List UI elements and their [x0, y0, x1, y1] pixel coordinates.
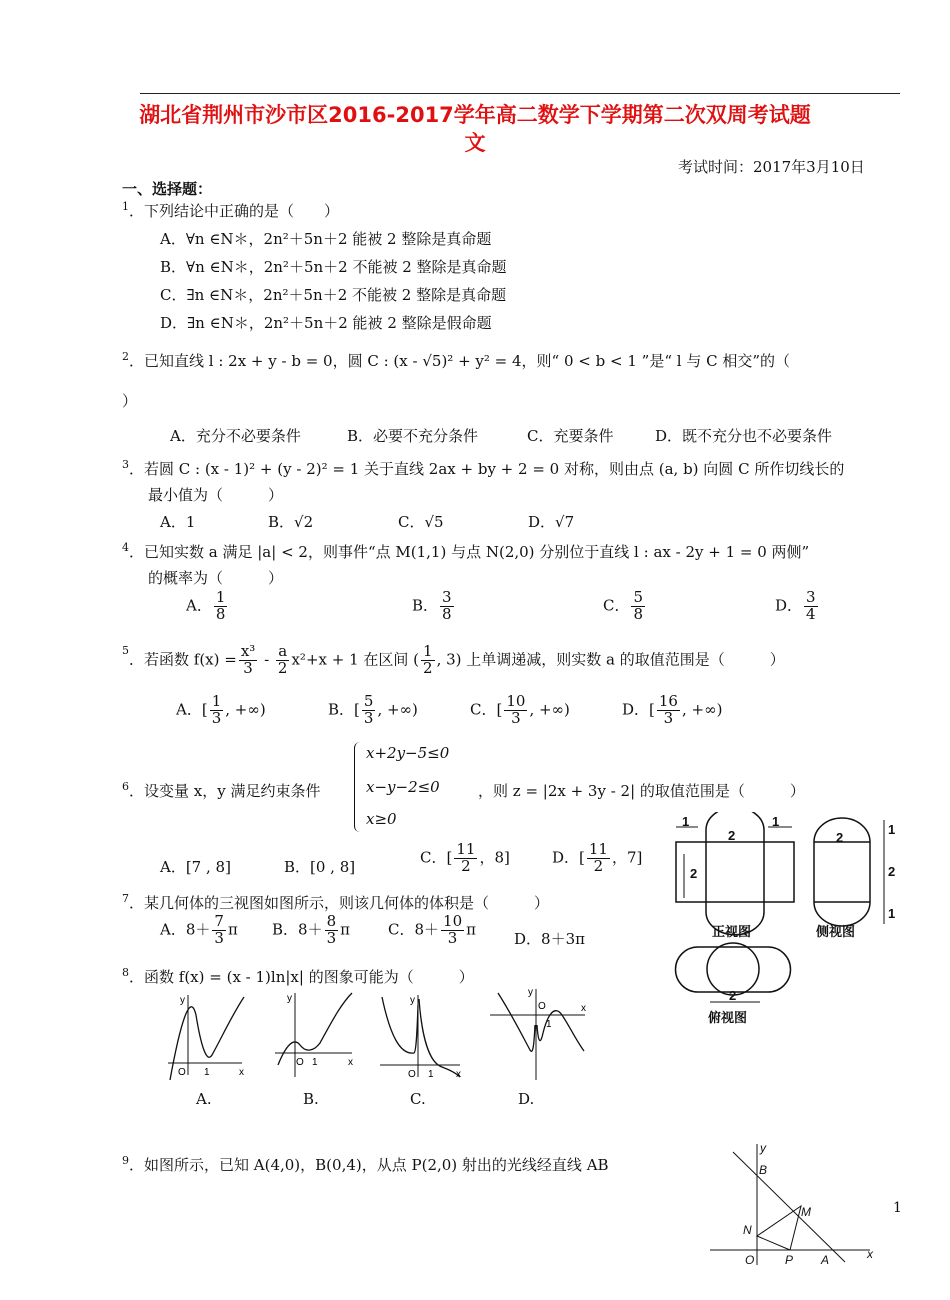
exam-time: 考试时间：2017年3月10日: [678, 158, 865, 176]
question-4: [122, 541, 809, 562]
question-number: 4: [122, 541, 129, 554]
q8-option-b: B.: [303, 1090, 319, 1108]
page-number: 1: [893, 1200, 902, 1216]
axis-label-y: y: [528, 987, 533, 998]
graph-d: [490, 987, 586, 1080]
axis-label-y: y: [760, 1141, 766, 1155]
three-view-figure: [668, 812, 900, 1052]
q3-option-b: B．√2: [268, 513, 314, 531]
q5-option-b: B．[ $\frac{5}{3}$ , +∞): [328, 692, 418, 727]
header-rule: [140, 93, 900, 94]
question-stem: ．下列结论中正确的是（ ）: [129, 202, 340, 220]
point-label-a: A: [821, 1253, 830, 1267]
dim-label: 1: [682, 814, 690, 829]
dim-label: 2: [690, 866, 698, 881]
q3-stem-line2: 最小值为（ ）: [148, 486, 284, 504]
q5-option-c: C．[ $\frac{10}{3}$ , +∞): [470, 692, 570, 727]
q2-option-c: C．充要条件: [527, 427, 614, 445]
q1-option-b: B．∀n ∈N＊，2n²＋5n＋2 不能被 2 整除是真命题: [160, 258, 507, 276]
q1-option-c: C．∃n ∈N＊，2n²＋5n＋2 不能被 2 整除是真命题: [160, 286, 507, 304]
graph-a: [168, 995, 244, 1080]
origin-label: O: [408, 1069, 416, 1080]
question-number: 7: [122, 892, 129, 905]
axis-label-y: y: [287, 993, 292, 1004]
q2-stem-end: ）: [122, 392, 138, 410]
q7-option-a: A．8＋ $\frac{7}{3}$ π: [160, 912, 238, 947]
q8-graphs: [160, 985, 590, 1085]
q5-option-a: A．[ $\frac{1}{3}$ , +∞): [176, 692, 266, 727]
point-label-p: P: [785, 1253, 794, 1267]
axis-label-x: x: [867, 1247, 873, 1261]
section-heading: 一、选择题：: [122, 180, 213, 198]
question-9: $^9$．如图所示，已知 A(4,0)，B(0,4)，从点 P(2,0) 射出的光线经直线 AB: [122, 1154, 609, 1174]
q2-option-d: D．既不充分也不必要条件: [655, 427, 833, 445]
tick-label-1: 1: [546, 1019, 552, 1030]
question-stem: ．若圆 C : (x - 1)² + (y - 2)² = 1 关于直线 2ax + by + 2 = 0 对称，则由点 (a, b) 向圆 C 所作切线长的: [129, 460, 845, 478]
origin-label: O: [296, 1057, 304, 1068]
question-number: 6: [122, 780, 129, 793]
question-8: $^8$．函数 f(x) = (x - 1)ln|x| 的图象可能为（ ）: [122, 966, 474, 986]
question-number: 8: [122, 966, 129, 979]
q7-option-d: D．8＋3π: [514, 930, 585, 948]
dim-label: 2: [836, 830, 844, 845]
q1-option-d: D．∃n ∈N＊，2n²＋5n＋2 能被 2 整除是假命题: [160, 314, 492, 332]
question-number: 1: [122, 200, 129, 213]
axis-label-y: y: [180, 995, 185, 1006]
q1-option-a: A．∀n ∈N＊，2n²＋5n＋2 能被 2 整除是真命题: [160, 230, 492, 248]
axis-label-x: x: [239, 1067, 244, 1078]
q6-option-b: B．[0 , 8]: [284, 858, 356, 876]
question-stem: ．已知直线 l : 2x + y - b = 0，圆 C : (x - √5)² + y² = 4，则“ 0 < b < 1 ”是“ l 与 C 相交”的（: [129, 352, 791, 370]
axis-label-x: x: [348, 1057, 353, 1068]
q5-option-d: D．[ $\frac{16}{3}$ , +∞): [622, 692, 723, 727]
question-1: [122, 200, 339, 221]
dim-label: 2: [728, 828, 736, 843]
q6-option-c: C．[ $\frac{11}{2}$ ，8]: [420, 840, 510, 875]
dim-label: 1: [772, 814, 780, 829]
page-title-line2: 文: [464, 131, 486, 155]
q6-stem-end: ，则 z = |2x + 3y - 2| 的取值范围是（ ）: [478, 782, 805, 800]
tick-label-1: 1: [204, 1067, 210, 1078]
constraint-2: x−y−2≤0: [366, 778, 440, 796]
dim-label: 1: [888, 906, 896, 921]
tick-label-1: 1: [428, 1069, 434, 1080]
point-label-b: B: [759, 1163, 768, 1177]
q8-option-c: C.: [410, 1090, 426, 1108]
side-view-label: 侧视图: [816, 924, 856, 939]
question-7: $^7$．某几何体的三视图如图所示，则该几何体的体积是（ ）: [122, 892, 550, 912]
point-label-n: N: [743, 1223, 752, 1237]
origin-label: O: [538, 1001, 546, 1012]
q4-stem-line2: 的概率为（ ）: [148, 569, 284, 587]
q9-figure: [705, 1140, 880, 1270]
q3-option-c: C．√5: [398, 513, 444, 531]
q6-option-d: D．[ $\frac{11}{2}$ ，7]: [552, 840, 643, 875]
question-stem: ．已知实数 a 满足 |a| < 2，则事件“点 M(1,1) 与点 N(2,0) 分别位于直线 l : ax - 2y + 1 = 0 两侧”: [129, 543, 810, 561]
front-view-label: 正视图: [712, 924, 752, 939]
origin-label: O: [178, 1067, 186, 1078]
q2-option-b: B．必要不充分条件: [347, 427, 479, 445]
axis-label-x: x: [456, 1069, 461, 1080]
graph-c: [380, 995, 461, 1080]
q4-option-c: C． $\frac{5}{8}$: [603, 588, 644, 623]
question-number: 2: [122, 350, 129, 363]
q6-option-a: A．[7 , 8]: [160, 858, 231, 876]
question-2: [122, 350, 790, 371]
question-number: 3: [122, 458, 129, 471]
q7-option-c: C．8＋ $\frac{10}{3}$ π: [388, 912, 476, 947]
q4-option-a: A． $\frac{1}{8}$: [186, 588, 226, 623]
q2-option-a: A．充分不必要条件: [170, 427, 301, 445]
q3-option-a: A．1: [160, 513, 196, 531]
page-title: 湖北省荆州市沙市区2016-2017学年高二数学下学期第二次双周考试题: [139, 103, 811, 127]
constraint-1: x+2y−5≤0: [366, 744, 450, 762]
axis-label-y: y: [410, 995, 415, 1006]
question-number: 5: [122, 644, 129, 657]
dim-label: 2: [888, 864, 896, 879]
q4-option-b: B． $\frac{3}{8}$: [412, 588, 452, 623]
point-label-m: M: [801, 1205, 811, 1219]
constraint-3: x≥0: [366, 810, 397, 828]
graph-b: [275, 993, 353, 1077]
q3-option-d: D．√7: [528, 513, 575, 531]
q8-option-d: D.: [518, 1090, 535, 1108]
q4-option-d: D． $\frac{3}{4}$: [775, 588, 816, 623]
question-number: 9: [122, 1154, 129, 1167]
constraint-brace: [354, 742, 365, 832]
q7-option-b: B．8＋ $\frac{8}{3}$ π: [272, 912, 350, 947]
question-3: [122, 458, 844, 479]
question-6: $^6$．设变量 x，y 满足约束条件: [122, 780, 321, 800]
dim-label: 1: [888, 822, 896, 837]
point-label-o: O: [745, 1253, 755, 1267]
question-5: $^5$．若函数 f(x) = $\frac{\text{x³}}{3}$ - $\frac{a}{2}$ x²+x + 1 在区间 ( $\frac{1}{2}$ , 3) 上单调递减，则实数 a 的取值范围是（ ）: [122, 642, 785, 677]
q8-option-a: A.: [196, 1090, 212, 1108]
axis-label-x: x: [581, 1003, 586, 1014]
dim-label: 2: [729, 988, 737, 1003]
tick-label-1: 1: [312, 1057, 318, 1068]
top-view-label: 俯视图: [708, 1010, 748, 1025]
